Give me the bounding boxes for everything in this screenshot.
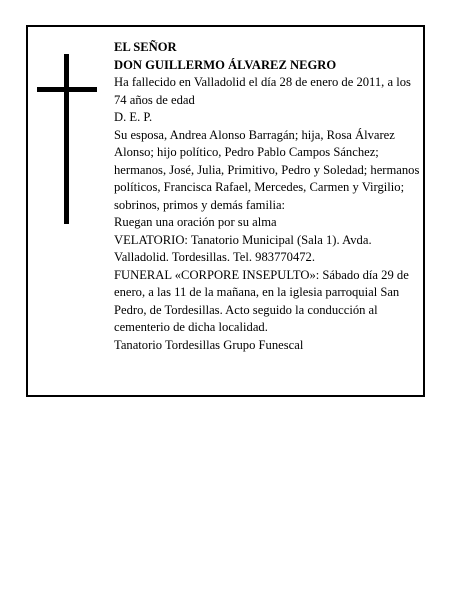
cross-icon [37, 54, 97, 224]
prayer-request: Ruegan una oración por su alma [114, 215, 277, 229]
deceased-name: DON GUILLERMO ÁLVAREZ NEGRO [114, 57, 337, 72]
heading-title: EL SEÑOR [114, 40, 177, 54]
cross-horizontal-bar [37, 87, 97, 92]
death-info: Ha fallecido en Valladolid el día 28 de enero de 2011, a los 74 años de edad [114, 75, 411, 107]
funeral-info: FUNERAL «CORPORE INSEPULTO»: Sábado día 29 de enero, a las 11 de la mañana, en la iglesia parroquial San Pedro, de Tordesillas. Acto seguido la conducción al cementerio de dicha localidad. [114, 267, 409, 334]
dep-line: D. E. P. [114, 110, 153, 124]
wake-info: VELATORIO: Tanatorio Municipal (Sala 1). Avda. Valladolid. Tordesillas. Tel. 983770472. [114, 232, 372, 264]
family-list: Su esposa, Andrea Alonso Barragán; hija, Rosa Álvarez Alonso; hijo político, Pedro Pablo Campos Sánchez; hermanos, José, Julia, Primitivo, Pedro y Soledad; hermanos políticos, Francisca Rafael, Mercedes, Carmen y Virgilio; sobrinos, primos y demás familia: [114, 127, 420, 212]
cross-vertical-bar [64, 54, 69, 224]
funeral-home: Tanatorio Tordesillas Grupo Funescal [114, 337, 304, 352]
obituary-notice [26, 25, 425, 397]
notice-text [114, 39, 420, 354]
